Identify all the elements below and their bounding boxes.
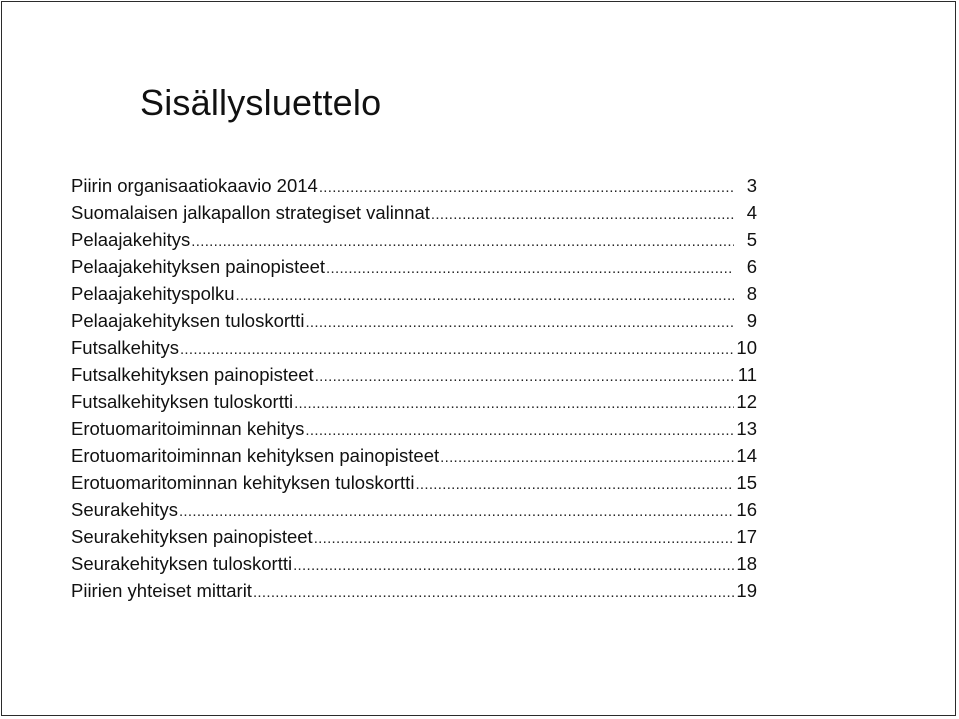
toc-entry (71, 199, 757, 226)
toc-entry-page: 14 (736, 445, 757, 466)
toc-dot-leader (415, 471, 734, 498)
toc-entry-label: Erotuomaritominnan kehityksen tuloskortti (71, 472, 415, 493)
toc-dot-leader (305, 309, 734, 336)
toc-entry (71, 226, 757, 253)
toc-entry-page: 16 (736, 499, 757, 520)
toc-entry-page: 13 (736, 418, 757, 439)
toc-dot-leader (305, 417, 734, 444)
toc-entry (71, 469, 757, 496)
toc-entry (71, 361, 757, 388)
toc-entry (71, 415, 757, 442)
toc-entry-label: Seurakehityksen painopisteet (71, 526, 313, 547)
toc-entry (71, 550, 757, 577)
toc-entry (71, 334, 757, 361)
toc-dot-leader (315, 363, 734, 390)
toc-entry (71, 253, 757, 280)
toc-entry (71, 280, 757, 307)
toc-entry-label: Futsalkehitys (71, 337, 179, 358)
toc-dot-leader (293, 552, 734, 579)
toc-entry-page: 9 (746, 310, 757, 331)
toc-entry (71, 388, 757, 415)
toc-entry-label: Erotuomaritoiminnan kehityksen painopisteet (71, 445, 440, 466)
toc-dot-leader (294, 390, 734, 417)
toc-entry-page: 3 (746, 175, 757, 196)
toc-entry (71, 172, 757, 199)
toc-entry-label: Erotuomaritoiminnan kehitys (71, 418, 305, 439)
toc-entry-page: 8 (746, 283, 757, 304)
toc-entry-page: 11 (737, 364, 757, 385)
toc-entry-page: 15 (736, 472, 757, 493)
toc-entry-label: Pelaajakehitys (71, 229, 191, 250)
toc-entry-label: Piirien yhteiset mittarit (71, 580, 252, 601)
toc-entry-page: 6 (746, 256, 757, 277)
toc-entry (71, 496, 757, 523)
document-page (1, 1, 956, 716)
toc-dot-leader (319, 174, 734, 201)
toc-entry-label: Pelaajakehityspolku (71, 283, 235, 304)
toc-entry-page: 4 (746, 202, 757, 223)
toc-dot-leader (236, 282, 734, 309)
toc-entry (71, 523, 757, 550)
toc-entry-label: Futsalkehityksen painopisteet (71, 364, 314, 385)
toc-entry-page: 5 (746, 229, 757, 250)
toc-entry-page: 19 (736, 580, 757, 601)
toc-entry-label: Seurakehityksen tuloskortti (71, 553, 293, 574)
toc-entry-label: Piirin organisaatiokaavio 2014 (71, 175, 318, 196)
toc-entry-page: 17 (736, 526, 757, 547)
toc-entry-page: 18 (736, 553, 757, 574)
toc-entry-label: Pelaajakehityksen tuloskortti (71, 310, 305, 331)
toc-dot-leader (180, 336, 734, 363)
toc-dot-leader (191, 228, 734, 255)
toc-entry-label: Futsalkehityksen tuloskortti (71, 391, 294, 412)
toc-entry-label: Seurakehitys (71, 499, 178, 520)
toc-entry-label: Pelaajakehityksen painopisteet (71, 256, 326, 277)
table-of-contents (71, 172, 757, 604)
toc-dot-leader (440, 444, 734, 471)
toc-entry (71, 307, 757, 334)
toc-dot-leader (326, 255, 734, 282)
toc-dot-leader (431, 201, 734, 228)
toc-entry (71, 577, 757, 604)
toc-dot-leader (253, 579, 734, 606)
toc-dot-leader (314, 525, 734, 552)
toc-entry-label: Suomalaisen jalkapallon strategiset valinnat (71, 202, 430, 223)
toc-entry (71, 442, 757, 469)
toc-dot-leader (179, 498, 734, 525)
toc-entry-page: 10 (736, 337, 757, 358)
toc-entry-page: 12 (736, 391, 757, 412)
page-title: Sisällysluettelo (140, 82, 382, 123)
